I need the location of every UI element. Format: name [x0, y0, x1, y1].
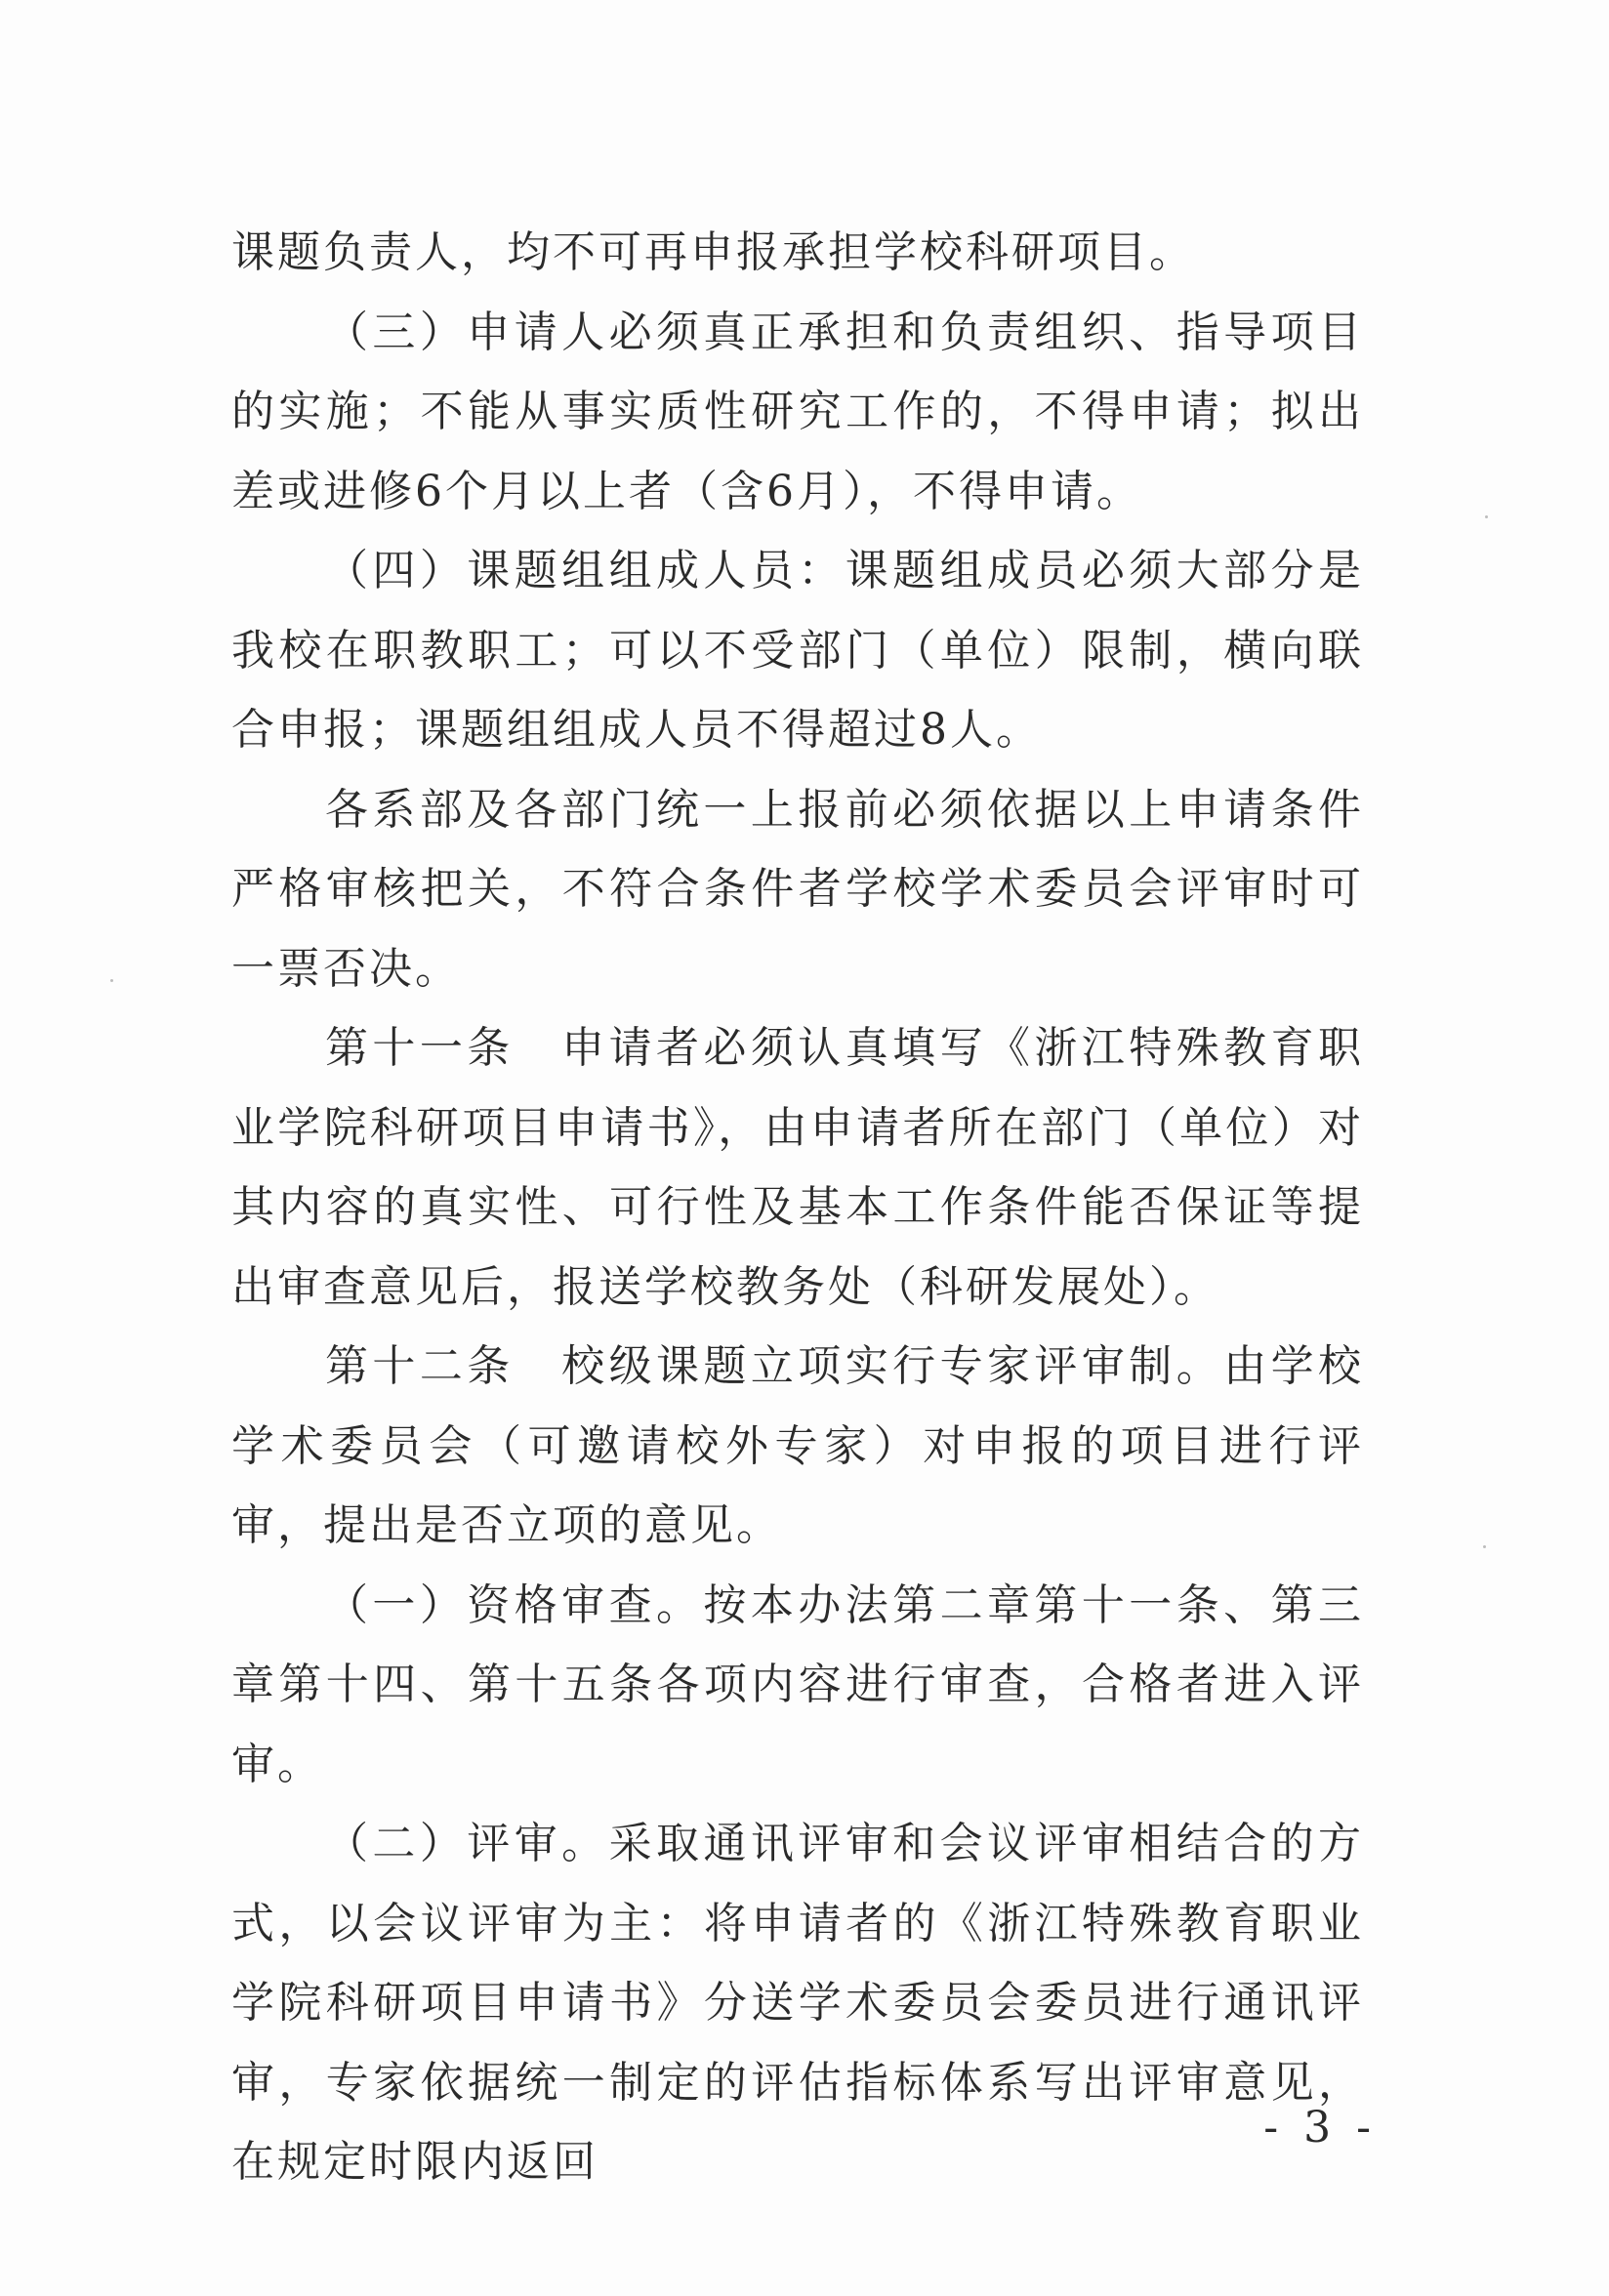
document-body — [231, 213, 1364, 2202]
paragraph-item-three: （三）申请人必须真正承担和负责组织、指导项目的实施；不能从事实质性研究工作的，不得申请；拟出差或进修6个月以上者（含6月），不得申请。 — [231, 307, 1364, 516]
paragraph-item-four: （四）课题组组成人员：课题组成员必须大部分是我校在职教职工；可以不受部门（单位）限制，横向联合申报；课题组组成人员不得超过8人。 — [231, 546, 1364, 755]
scan-speck — [1483, 1545, 1486, 1548]
paragraph-qualification-review: （一）资格审查。按本办法第二章第十一条、第三章第十四、第十五条各项内容进行审查，合格者进入评审。 — [231, 1579, 1364, 1789]
scan-speck — [1485, 515, 1488, 518]
scan-speck — [110, 979, 113, 982]
paragraph-article-eleven: 第十一条 申请者必须认真填写《浙江特殊教育职业学院科研项目申请书》，由申请者所在部门（单位）对其内容的真实性、可行性及基本工作条件能否保证等提出审查意见后，报送学校教务处（科研发展处）。 — [231, 1023, 1364, 1312]
paragraph-continuation: 课题负责人，均不可再申报承担学校科研项目。 — [231, 227, 1195, 277]
paragraph-article-twelve: 第十二条 校级课题立项实行专家评审制。由学校学术委员会（可邀请校外专家）对申报的项目进行评审，提出是否立项的意见。 — [231, 1341, 1364, 1550]
paragraph-review-note: 各系部及各部门统一上报前必须依据以上申请条件严格审核把关，不符合条件者学校学术委员会评审时可一票否决。 — [231, 784, 1364, 994]
paragraph-evaluation: （二）评审。采取通讯评审和会议评审相结合的方式，以会议评审为主：将申请者的《浙江特殊教育职业学院科研项目申请书》分送学术委员会委员进行通讯评审，专家依据统一制定的评估指标体系写出评审意见，在规定时限内返回 — [231, 1819, 1364, 2187]
page-number: - 3 - — [1263, 2103, 1377, 2152]
